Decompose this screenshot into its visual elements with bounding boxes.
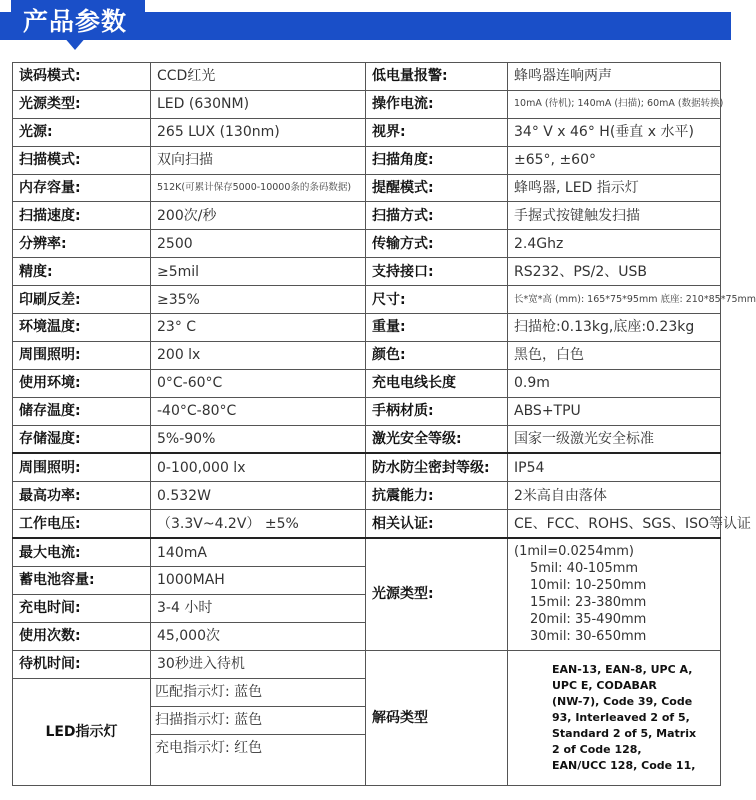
spec-label: 激光安全等级:	[366, 425, 508, 453]
table-row	[13, 146, 721, 174]
spec-label: 光源类型:	[13, 90, 151, 118]
decode-line: EAN/UCC 128, Code 11,	[552, 758, 696, 772]
spec-label: 充电电线长度	[366, 369, 508, 397]
spec-label: 周围照明:	[13, 341, 151, 369]
table-row	[13, 482, 721, 510]
table-row	[13, 118, 721, 146]
decode-line: UPC E, CODABAR	[552, 678, 657, 692]
spec-label: 视界:	[366, 118, 508, 146]
decode-line: (NW-7), Code 39, Code	[552, 694, 693, 708]
spec-label: 读码模式:	[13, 63, 151, 91]
spec-label: 扫描角度:	[366, 146, 508, 174]
spec-value: 200次/秒	[151, 202, 366, 230]
spec-value: ≥5mil	[151, 258, 366, 286]
section-header	[0, 0, 731, 64]
table-row	[13, 174, 721, 202]
spec-label: 抗震能力:	[366, 482, 508, 510]
table-row	[13, 369, 721, 397]
table-row	[13, 397, 721, 425]
spec-label: 光源:	[13, 118, 151, 146]
decode-line: 93, Interleaved 2 of 5,	[552, 710, 690, 724]
spec-value: 0°C-60°C	[151, 369, 366, 397]
light-source-label: 光源类型:	[366, 538, 508, 650]
led-indicator-item: 充电指示灯: 红色	[155, 739, 263, 756]
spec-value: LED (630NM)	[151, 90, 366, 118]
spec-value: ±65°, ±60°	[508, 146, 721, 174]
spec-label: 周围照明:	[13, 453, 151, 481]
spec-label: 扫描速度:	[13, 202, 151, 230]
spec-label: 分辨率:	[13, 230, 151, 258]
led-label: LED指示灯	[13, 678, 151, 785]
spec-label: 存储湿度:	[13, 425, 151, 453]
spec-value: 30秒进入待机	[151, 650, 366, 678]
spec-value: RS232、PS/2、USB	[508, 258, 721, 286]
light-source-line: 10mil: 10-250mm	[530, 578, 647, 594]
spec-value: 200 lx	[151, 341, 366, 369]
table-row	[13, 425, 721, 453]
spec-label: 低电量报警:	[366, 63, 508, 91]
decode-line: EAN-13, EAN-8, UPC A,	[552, 662, 693, 676]
spec-label: 精度:	[13, 258, 151, 286]
light-source-ranges	[508, 538, 721, 650]
spec-value: 512K(可累计保存5000-10000条的条码数据)	[151, 174, 366, 202]
spec-label: 待机时间:	[13, 650, 151, 678]
spec-value: 0.9m	[508, 369, 721, 397]
spec-value: ABS+TPU	[508, 397, 721, 425]
spec-label: 内存容量:	[13, 174, 151, 202]
spec-value: 蜂鸣器连响两声	[508, 63, 721, 91]
light-source-line: 5mil: 40-105mm	[530, 561, 639, 577]
led-indicator-item: 匹配指示灯: 蓝色	[151, 679, 365, 707]
table-row	[13, 230, 721, 258]
spec-label: 使用环境:	[13, 369, 151, 397]
table-row	[13, 538, 721, 566]
spec-value: 1000MAH	[151, 567, 366, 595]
spec-label: 最高功率:	[13, 482, 151, 510]
light-source-line: 20mil: 35-490mm	[530, 612, 647, 628]
spec-value: 扫描枪:0.13kg,底座:0.23kg	[508, 314, 721, 342]
spec-value: 140mA	[151, 538, 366, 566]
spec-label: 重量:	[366, 314, 508, 342]
spec-label: 蓄电池容量:	[13, 567, 151, 595]
spec-value: 双向扫描	[151, 146, 366, 174]
spec-label: 操作电流:	[366, 90, 508, 118]
spec-value: 23° C	[151, 314, 366, 342]
spec-label: 环境温度:	[13, 314, 151, 342]
spec-value: 蜂鸣器, LED 指示灯	[508, 174, 721, 202]
table-row	[13, 258, 721, 286]
spec-value: 10mA (待机); 140mA (扫描); 60mA (数据转换)	[508, 90, 721, 118]
spec-value: 45,000次	[151, 622, 366, 650]
spec-label: 印刷反差:	[13, 286, 151, 314]
table-row	[13, 341, 721, 369]
table-row	[13, 286, 721, 314]
spec-value: 长*宽*高 (mm): 165*75*95mm 底座: 210*85*75mm	[508, 286, 721, 314]
table-row	[13, 90, 721, 118]
spec-label: 扫描方式:	[366, 202, 508, 230]
header-pointer	[63, 36, 87, 50]
spec-label: 尺寸:	[366, 286, 508, 314]
spec-value: -40°C-80°C	[151, 397, 366, 425]
spec-value: 0-100,000 lx	[151, 453, 366, 481]
table-row	[13, 510, 721, 538]
spec-value: 2米高自由落体	[508, 482, 721, 510]
table-row	[13, 453, 721, 481]
spec-value: 国家一级激光安全标准	[508, 425, 721, 453]
decode-line: Standard 2 of 5, Matrix	[552, 726, 697, 740]
page-title: 产品参数	[23, 7, 128, 36]
table-row	[13, 202, 721, 230]
spec-value: 265 LUX (130nm)	[151, 118, 366, 146]
spec-value: 0.532W	[151, 482, 366, 510]
spec-value: CE、FCC、ROHS、SGS、ISO等认证	[508, 510, 721, 538]
table-row	[13, 314, 721, 342]
spec-value: 34° V x 46° H(垂直 x 水平)	[508, 118, 721, 146]
led-indicators	[151, 678, 366, 785]
spec-label: 相关认证:	[366, 510, 508, 538]
table-row	[13, 63, 721, 91]
spec-value: （3.3V~4.2V） ±5%	[151, 510, 366, 538]
light-source-line: 30mil: 30-650mm	[530, 629, 647, 645]
spec-table	[12, 62, 756, 786]
spec-label: 工作电压:	[13, 510, 151, 538]
spec-label: 充电时间:	[13, 594, 151, 622]
spec-label: 防水防尘密封等级:	[366, 453, 508, 481]
spec-value: 手握式按键触发扫描	[508, 202, 721, 230]
light-source-line: 15mil: 23-380mm	[530, 595, 647, 611]
spec-value: ≥35%	[151, 286, 366, 314]
spec-label: 支持接口:	[366, 258, 508, 286]
spec-value: 3-4 小时	[151, 594, 366, 622]
light-source-line: (1mil=0.0254mm)	[514, 544, 635, 560]
spec-label: 手柄材质:	[366, 397, 508, 425]
decode-label: 解码类型	[366, 650, 508, 785]
spec-value: 2500	[151, 230, 366, 258]
spec-label: 使用次数:	[13, 622, 151, 650]
table-row	[13, 650, 721, 678]
spec-value: 2.4Ghz	[508, 230, 721, 258]
decode-types	[508, 650, 721, 785]
spec-label: 传输方式:	[366, 230, 508, 258]
spec-value: IP54	[508, 453, 721, 481]
spec-label: 扫描模式:	[13, 146, 151, 174]
spec-label: 最大电流:	[13, 538, 151, 566]
spec-value: 5%-90%	[151, 425, 366, 453]
spec-label: 颜色:	[366, 341, 508, 369]
spec-label: 储存温度:	[13, 397, 151, 425]
spec-value: 黑色，白色	[508, 341, 721, 369]
led-indicator-item: 扫描指示灯: 蓝色	[151, 707, 365, 735]
spec-value: CCD红光	[151, 63, 366, 91]
spec-label: 提醒模式:	[366, 174, 508, 202]
decode-line: 2 of Code 128,	[552, 742, 642, 756]
